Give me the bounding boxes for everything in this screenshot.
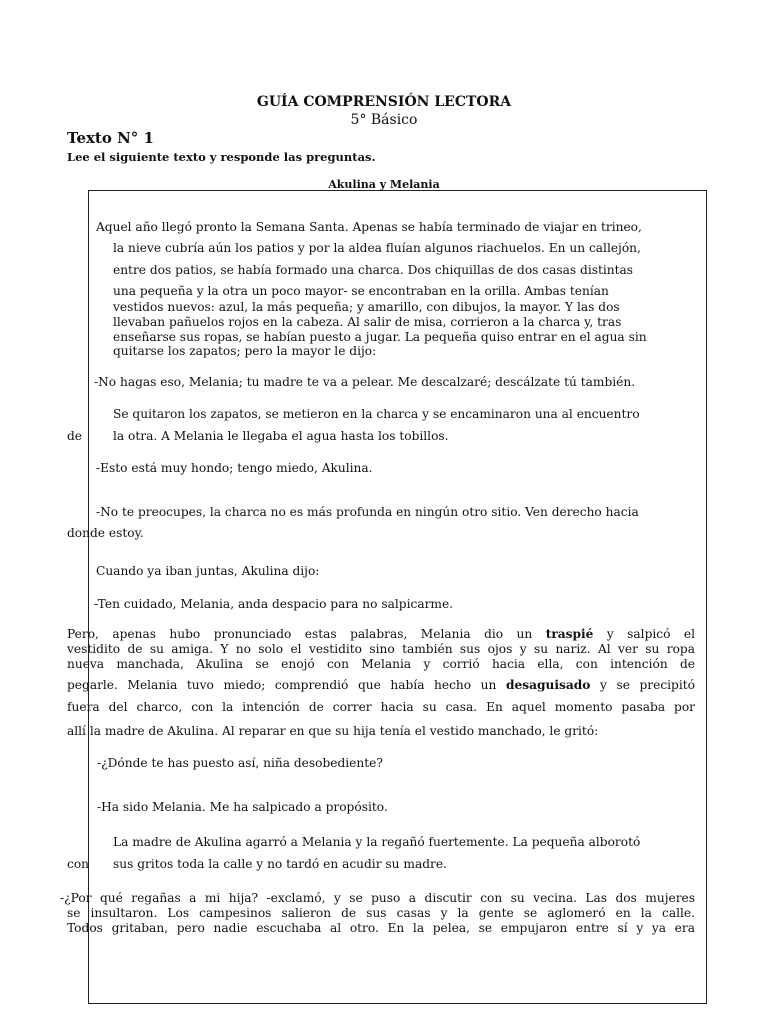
story-line: Se quitaron los zapatos, se metieron en la charca y se encaminaron una al encuentro [113,407,640,421]
dialogue-line: donde estoy. [67,526,144,540]
story-line: enseñarse sus ropas, se habían puesto a jugar. La pequeña quiso entrar en el agua sin [113,330,647,344]
story-line: con [67,857,90,871]
dialogue-line: -¿Dónde te has puesto así, niña desobediente? [97,756,383,770]
story-line: Pero, apenas hubo pronunciado estas palabras, Melania dio un traspié y salpicó el [67,627,695,641]
dialogue-line: -Esto está muy hondo; tengo miedo, Akulina. [96,461,373,475]
story-line: la nieve cubría aún los patios y por la aldea fluían algunos riachuelos. En un callejón, [113,241,641,255]
story-line: quitarse los zapatos; pero la mayor le dijo: [113,344,377,358]
instruction-text: Lee el siguiente texto y responde las preguntas. [67,150,376,164]
story-line: la otra. A Melania le llegaba el agua hasta los tobillos. [113,429,449,443]
story-line: vestidos nuevos: azul, la más pequeña; y amarillo, con dibujos, la mayor. Y las dos [113,300,620,314]
page-title: GUÍA COMPRENSIÓN LECTORA [256,94,512,110]
story-line: llevaban pañuelos rojos en la cabeza. Al salir de misa, corrieron a la charca y, tras [113,315,622,329]
story-line: -¿Por qué regañas a mi hija? -exclamó, y se puso a discutir con su vecina. Las dos mujeres [60,891,695,905]
text-number-heading: Texto N° 1 [67,129,154,147]
highlighted-word: traspié [545,627,594,641]
story-line: entre dos patios, se había formado una charca. Dos chiquillas de dos casas distintas [113,263,634,277]
dialogue-line: -No te preocupes, la charca no es más profunda en ningún otro sitio. Ven derecho hacia [96,505,639,519]
story-line: fuera del charco, con la intención de correr hacia su casa. En aquel momento pasaba por [67,700,695,714]
story-title: Akulina y Melania [328,178,440,191]
story-line: sus gritos toda la calle y no tardó en acudir su madre. [113,857,447,871]
story-line: vestidito de su amiga. Y no solo el vestidito sino también sus ojos y su nariz. Al ver su ropa [67,642,695,656]
story-line: allí la madre de Akulina. Al reparar en que su hija tenía el vestido manchado, le gritó: [67,724,599,738]
story-line: nueva manchada, Akulina se enojó con Melania y corrió hacia ella, con intención de [67,657,695,671]
highlighted-word: desaguisado [505,678,591,692]
dialogue-line: -Ha sido Melania. Me ha salpicado a propósito. [97,800,388,814]
story-line: pegarle. Melania tuvo miedo; comprendió que había hecho un desaguisado y se precipitó [67,678,695,692]
dialogue-line: -Ten cuidado, Melania, anda despacio para no salpicarme. [94,597,454,611]
story-line: Aquel año llegó pronto la Semana Santa. Apenas se había terminado de viajar en trineo, [96,220,642,234]
dialogue-line: -No hagas eso, Melania; tu madre te va a pelear. Me descalzaré; descálzate tú también. [94,375,636,389]
grade-label: 5° Básico [350,112,418,128]
story-line: Todos gritaban, pero nadie escuchaba al otro. En la pelea, se empujaron entre sí y ya era [67,921,695,935]
story-line: se insultaron. Los campesinos salieron de sus casas y la gente se aglomeró en la calle. [67,906,695,920]
story-line: una pequeña y la otra un poco mayor- se encontraban en la orilla. Ambas tenían [113,284,609,298]
story-line: de [67,429,83,443]
story-line: Cuando ya iban juntas, Akulina dijo: [96,564,320,578]
story-line: La madre de Akulina agarró a Melania y la regañó fuertemente. La pequeña alborotó [113,835,641,849]
